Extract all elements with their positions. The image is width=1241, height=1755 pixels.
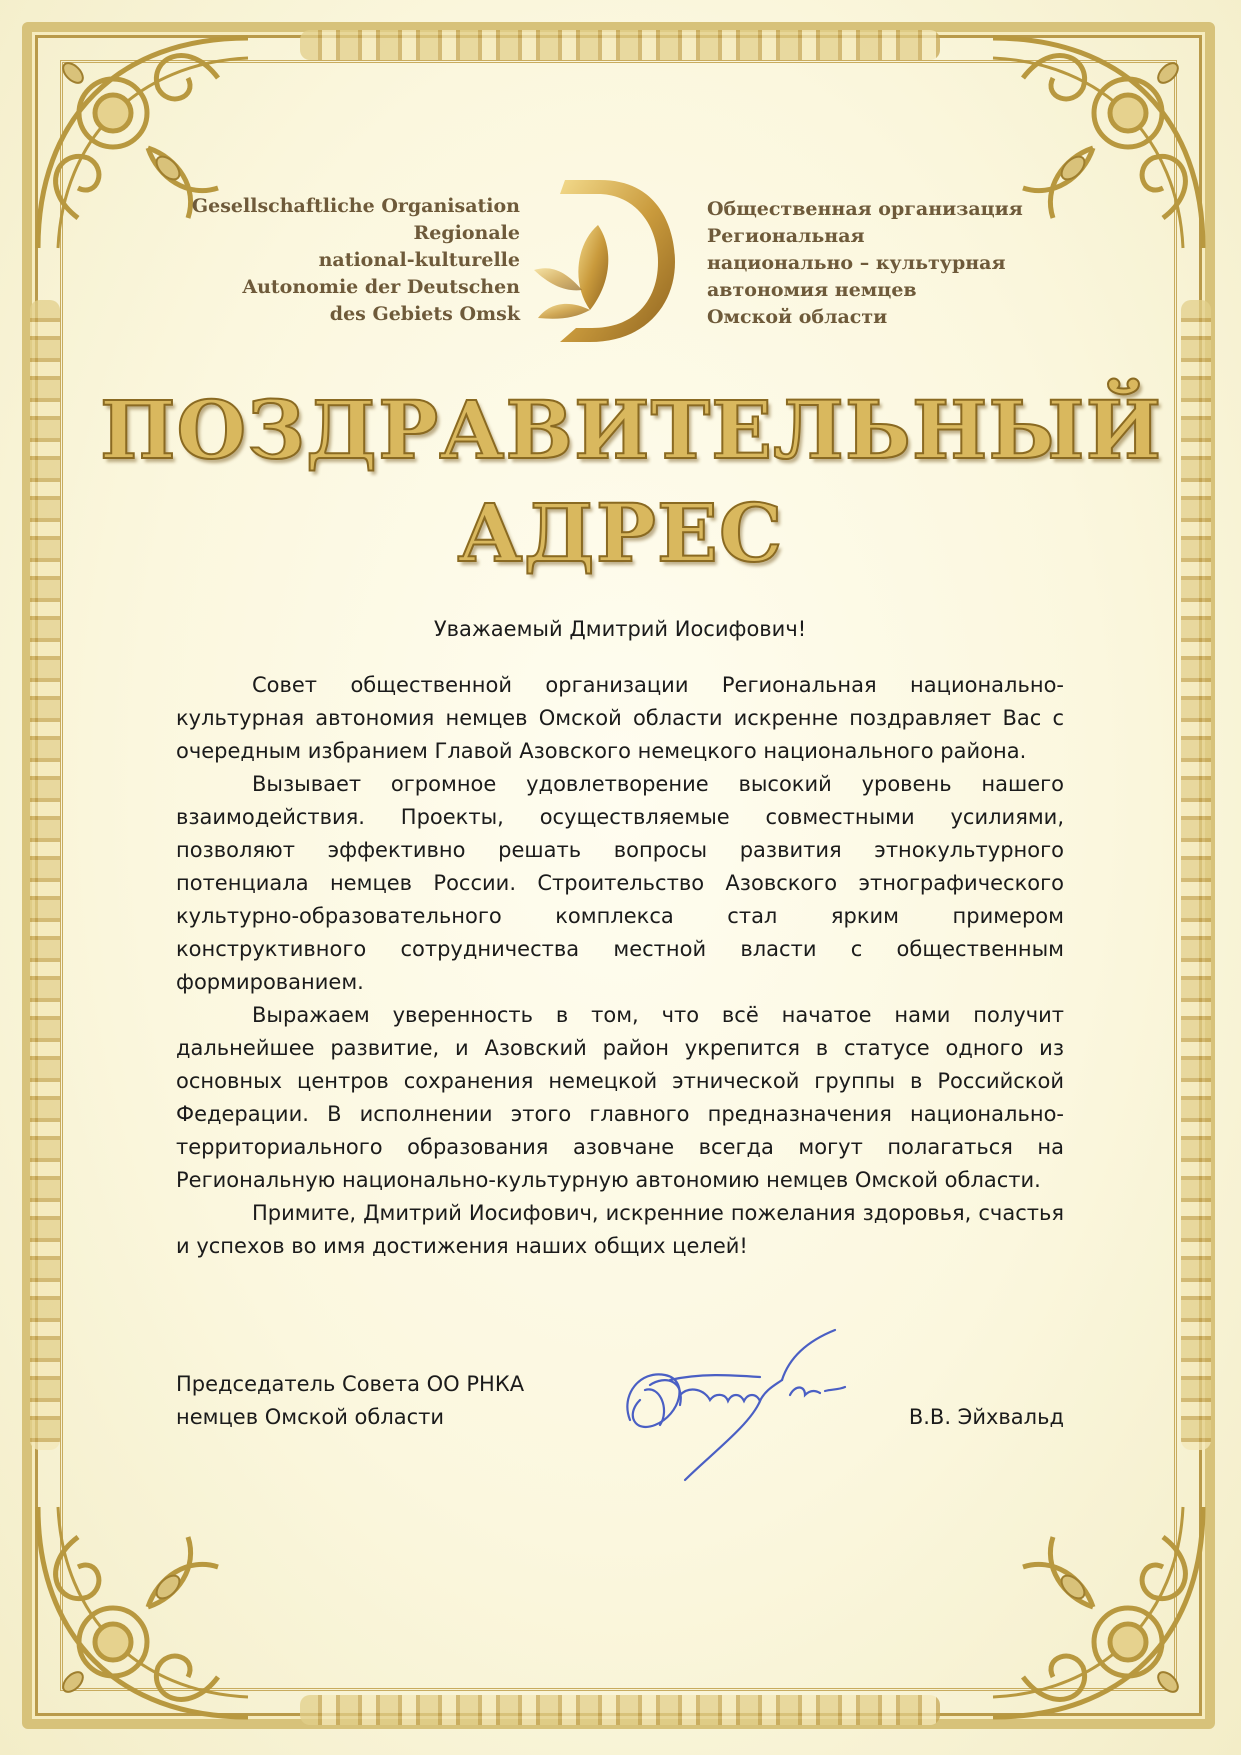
signer-position xyxy=(176,1368,676,1434)
letter-paragraph: Выражаем уверенность в том, что всё начатое нами получит дальнейшее развитие, и Азовский район укрепится в статусе одного из основных центров сохранения немецкой этнической группы в Российской Федерации. В исполнении этого главного предназначения национально-территориального образования азовчане всегда могут полагаться на Региональную национально-культурную автономию немцев Омской области. xyxy=(176,1003,1064,1192)
org-de-line: national-kulturelle xyxy=(318,249,520,271)
ornament-rail-bottom xyxy=(300,1695,940,1725)
org-de-line: des Gebiets Omsk xyxy=(329,303,520,325)
letter-paragraph: Примите, Дмитрий Иосифович, искренние пожелания здоровья, счастья и успехов во имя достижения наших общих целей! xyxy=(176,1201,1064,1258)
signer-position-line: немцев Омской области xyxy=(176,1405,445,1429)
ornament-rail-left xyxy=(30,300,60,1450)
letter-paragraph: Совет общественной организации Региональная национально-культурная автономия немцев Омской области искренне поздравляет Вас с очередным избранием Главой Азовского немецкого национального района. xyxy=(176,673,1064,763)
ornament-rail-top xyxy=(300,30,940,60)
org-ru-line: Общественная организация xyxy=(707,198,1023,220)
letter-body xyxy=(176,669,1064,1263)
document-title-line1: ПОЗДРАВИТЕЛЬНЫЙ xyxy=(100,383,1163,477)
gold-d-leaf-logo-icon xyxy=(520,170,680,350)
signer-position-line: Председатель Совета ОО РНКА xyxy=(176,1372,525,1396)
org-de-line: Regionale xyxy=(413,222,520,244)
org-ru-line: Региональная xyxy=(707,225,865,247)
org-de-line: Gesellschaftliche Organisation xyxy=(191,195,520,217)
corner-ornament-icon xyxy=(18,1487,268,1737)
letter-paragraph: Вызывает огромное удовлетворение высокий уровень нашего взаимодействия. Проекты, осуществляемые совместными усилиями, позволяют эффективно решать вопросы развития этнокультурного потенциала немцев России. Строительство Азовского этнографического культурно-образовательного комплекса стал ярким примером конструктивного сотрудничества местной власти с общественным формированием. xyxy=(176,772,1064,994)
corner-ornament-icon xyxy=(973,1487,1223,1737)
document-title-line2: АДРЕС xyxy=(457,486,784,580)
org-ru-line: национально – культурная xyxy=(707,252,1006,274)
org-name-russian xyxy=(707,196,1087,331)
signer-name: В.В. Эйхвальд xyxy=(908,1405,1064,1429)
greeting: Уважаемый Дмитрий Иосифович! xyxy=(433,617,807,641)
org-ru-line: Омской области xyxy=(707,306,888,328)
org-ru-line: автономия немцев xyxy=(707,279,917,301)
ornament-rail-right xyxy=(1181,300,1211,1450)
org-name-german xyxy=(150,193,520,328)
org-de-line: Autonomie der Deutschen xyxy=(242,276,520,298)
handwritten-signature-icon xyxy=(610,1315,870,1485)
